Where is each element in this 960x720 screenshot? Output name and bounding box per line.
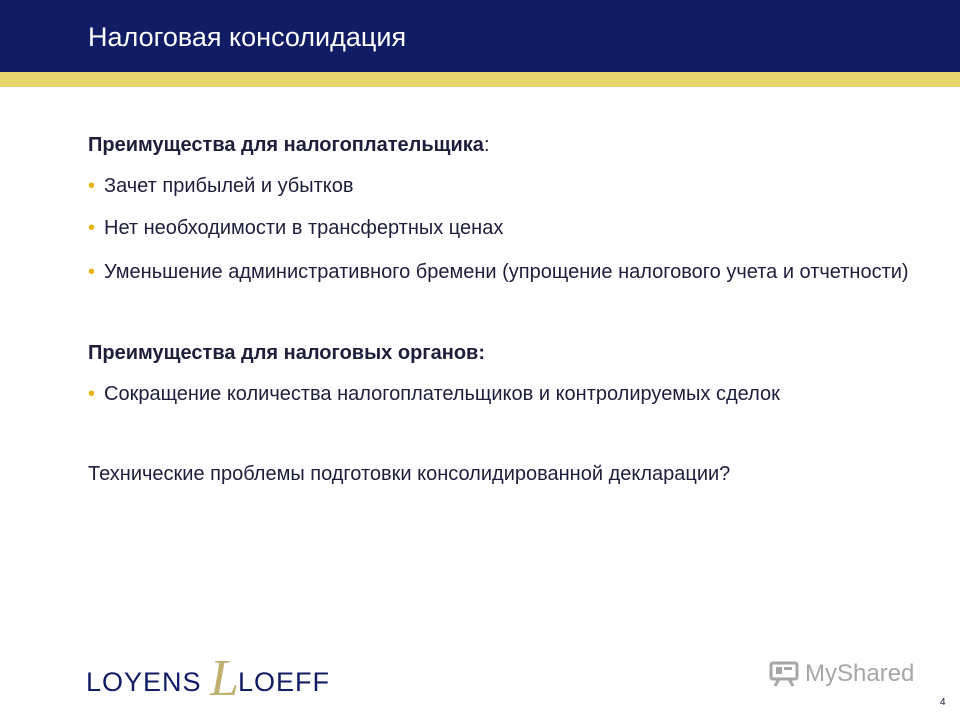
slide-content bbox=[88, 130, 938, 488]
bullet-item bbox=[88, 380, 938, 408]
logo-loyens: LOYENS bbox=[86, 667, 202, 697]
bullet-item bbox=[88, 258, 938, 286]
bullet-dot: • bbox=[88, 261, 96, 283]
authorities-heading: Преимущества для налоговых органов: bbox=[88, 342, 485, 364]
projector-icon bbox=[769, 661, 801, 687]
bullet-text: Зачет прибылей и убытков bbox=[104, 175, 354, 197]
myshared-watermark bbox=[769, 660, 929, 688]
bullet-item bbox=[88, 172, 938, 200]
bullet-dot: • bbox=[88, 175, 96, 197]
bullet-dot: • bbox=[88, 217, 96, 239]
bullet-item bbox=[88, 214, 938, 242]
bullet-text: Нет необходимости в трансфертных ценах bbox=[104, 217, 504, 239]
slide-title: Налоговая консолидация bbox=[88, 22, 407, 52]
bullet-text: Сокращение количества налогоплательщиков и контролируемых сделок bbox=[104, 383, 780, 405]
bullet-dot: • bbox=[88, 383, 96, 405]
logo-mark: L bbox=[210, 650, 239, 707]
myshared-text: MyShared bbox=[805, 660, 915, 687]
taxpayer-heading-colon: : bbox=[483, 134, 490, 156]
bullet-text: Уменьшение административного бремени (упрощение налогового учета и отчетности) bbox=[104, 261, 909, 283]
taxpayer-heading bbox=[88, 130, 938, 160]
page-number: 4 bbox=[940, 697, 946, 708]
taxpayer-heading-text: Преимущества для налогоплательщика bbox=[88, 134, 484, 156]
logo-loeff: LOEFF bbox=[238, 667, 331, 697]
technical-issues-text: Технические проблемы подготовки консолидированной декларации? bbox=[88, 463, 731, 485]
header-stripe bbox=[0, 72, 960, 87]
